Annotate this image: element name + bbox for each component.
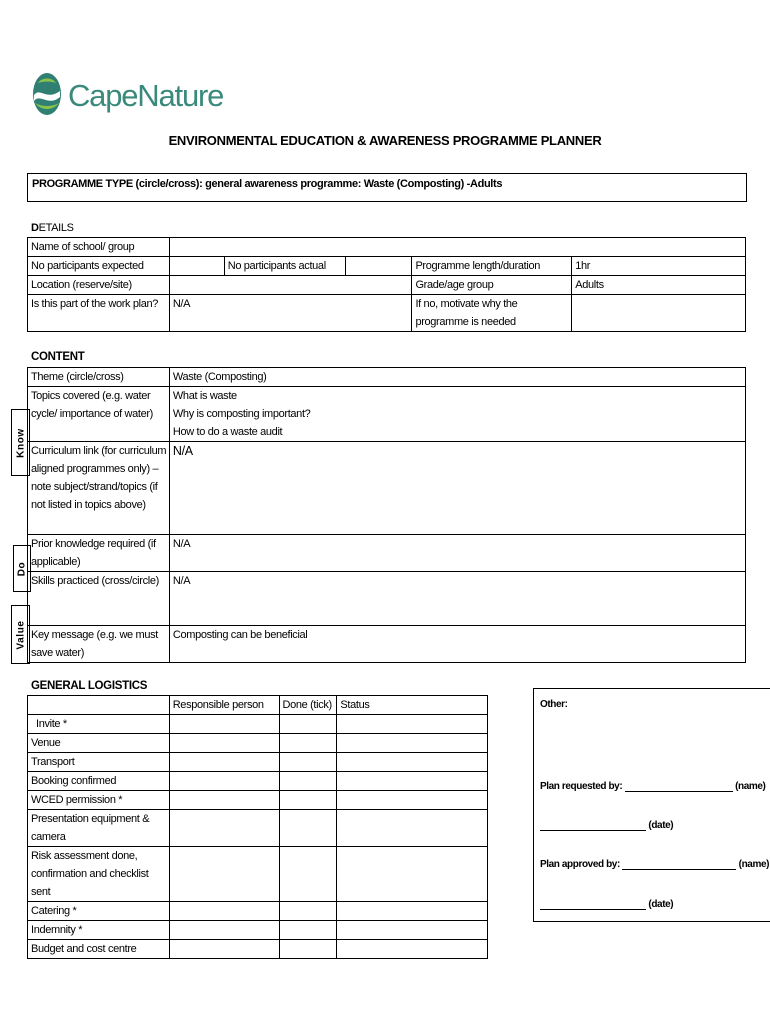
responsible-cell[interactable] bbox=[169, 902, 279, 921]
topic-item: Why is composting important? bbox=[172, 408, 311, 420]
done-cell[interactable] bbox=[279, 921, 337, 940]
length-value[interactable]: 1hr bbox=[572, 257, 746, 276]
prior-value[interactable]: N/A bbox=[169, 535, 745, 572]
status-cell[interactable] bbox=[337, 791, 488, 810]
grade-label: Grade/age group bbox=[412, 276, 572, 295]
programme-type-box bbox=[27, 173, 747, 202]
school-field[interactable] bbox=[169, 238, 745, 257]
logistics-heading: GENERAL LOGISTICS bbox=[31, 680, 148, 692]
topic-item: What is waste bbox=[172, 390, 237, 402]
status-cell[interactable] bbox=[337, 753, 488, 772]
curriculum-label: Curriculum link (for curriculum aligned programmes only) – note subject/strand/topics (if not listed in topics above) bbox=[28, 442, 170, 535]
approved-date-field[interactable] bbox=[540, 899, 646, 910]
status-cell[interactable] bbox=[337, 940, 488, 959]
logistics-item: Transport bbox=[28, 753, 170, 772]
responsible-cell[interactable] bbox=[169, 791, 279, 810]
do-tab-label: Do bbox=[16, 561, 28, 576]
col-status-header: Status bbox=[337, 696, 488, 715]
topics-label: Topics covered (e.g. water cycle/ importance of water) bbox=[28, 387, 170, 442]
approved-by-name-suffix: (name) bbox=[738, 859, 770, 870]
logistics-item: Indemnity * bbox=[28, 921, 170, 940]
logistics-item: WCED permission * bbox=[28, 791, 170, 810]
status-cell[interactable] bbox=[337, 772, 488, 791]
other-label: Other: bbox=[540, 699, 568, 710]
details-heading-rest: ETAILS bbox=[38, 222, 74, 234]
motivate-field[interactable] bbox=[572, 295, 746, 332]
topics-value[interactable] bbox=[169, 387, 745, 442]
length-label: Programme length/duration bbox=[412, 257, 572, 276]
status-cell[interactable] bbox=[337, 921, 488, 940]
table-row bbox=[28, 772, 488, 791]
done-cell[interactable] bbox=[279, 847, 337, 902]
prior-label: Prior knowledge required (if applicable) bbox=[28, 535, 170, 572]
programme-type-text: PROGRAMME TYPE (circle/cross): general awareness programme: Waste (Composting) -Adults bbox=[32, 178, 503, 190]
logistics-item: Booking confirmed bbox=[28, 772, 170, 791]
details-heading bbox=[31, 219, 74, 237]
capenature-logo bbox=[32, 71, 224, 121]
table-row bbox=[28, 715, 488, 734]
responsible-cell[interactable] bbox=[169, 810, 279, 847]
requested-date-field[interactable] bbox=[540, 820, 646, 831]
skills-label: Skills practiced (cross/circle) bbox=[28, 572, 170, 626]
status-cell[interactable] bbox=[337, 847, 488, 902]
responsible-cell[interactable] bbox=[169, 715, 279, 734]
approved-date-row bbox=[540, 899, 673, 910]
status-cell[interactable] bbox=[337, 734, 488, 753]
workplan-label: Is this part of the work plan? bbox=[28, 295, 170, 332]
grade-value[interactable]: Adults bbox=[572, 276, 746, 295]
actual-label: No participants actual bbox=[224, 257, 345, 276]
done-cell[interactable] bbox=[279, 772, 337, 791]
workplan-value[interactable]: N/A bbox=[169, 295, 412, 332]
done-cell[interactable] bbox=[279, 734, 337, 753]
location-field[interactable] bbox=[169, 276, 412, 295]
capenature-emblem-icon bbox=[32, 71, 62, 117]
content-table bbox=[27, 367, 746, 663]
logistics-item: Risk assessment done, confirmation and checklist sent bbox=[28, 847, 170, 902]
done-cell[interactable] bbox=[279, 715, 337, 734]
expected-label: No participants expected bbox=[28, 257, 170, 276]
table-row bbox=[28, 921, 488, 940]
key-message-label: Key message (e.g. we must save water) bbox=[28, 626, 170, 663]
status-cell[interactable] bbox=[337, 902, 488, 921]
status-cell[interactable] bbox=[337, 810, 488, 847]
responsible-cell[interactable] bbox=[169, 847, 279, 902]
done-cell[interactable] bbox=[279, 810, 337, 847]
skills-value[interactable]: N/A bbox=[169, 572, 745, 626]
school-label: Name of school/ group bbox=[28, 238, 170, 257]
page-title: ENVIRONMENTAL EDUCATION & AWARENESS PROGRAMME PLANNER bbox=[168, 133, 602, 148]
status-cell[interactable] bbox=[337, 715, 488, 734]
responsible-cell[interactable] bbox=[169, 921, 279, 940]
requested-by-name-field[interactable] bbox=[625, 781, 733, 792]
done-cell[interactable] bbox=[279, 902, 337, 921]
expected-field[interactable] bbox=[169, 257, 224, 276]
details-table bbox=[27, 237, 746, 332]
requested-date-suffix: (date) bbox=[648, 820, 674, 831]
content-heading: CONTENT bbox=[31, 351, 85, 363]
done-cell[interactable] bbox=[279, 940, 337, 959]
theme-label: Theme (circle/cross) bbox=[28, 368, 170, 387]
actual-field[interactable] bbox=[345, 257, 412, 276]
table-row bbox=[28, 902, 488, 921]
know-tab-label: Know bbox=[15, 427, 26, 458]
done-cell[interactable] bbox=[279, 753, 337, 772]
location-label: Location (reserve/site) bbox=[28, 276, 170, 295]
motivate-label: If no, motivate why the programme is needed bbox=[412, 295, 572, 332]
col-responsible-header: Responsible person bbox=[169, 696, 279, 715]
theme-value[interactable]: Waste (Composting) bbox=[169, 368, 745, 387]
value-tab-label: Value bbox=[15, 619, 26, 650]
approved-by-label: Plan approved by: bbox=[540, 859, 620, 870]
logistics-corner bbox=[28, 696, 170, 715]
table-row bbox=[28, 847, 488, 902]
responsible-cell[interactable] bbox=[169, 772, 279, 791]
curriculum-value[interactable]: N/A bbox=[169, 442, 745, 535]
approved-by-row bbox=[540, 859, 769, 870]
logo-text: CapeNature bbox=[68, 78, 224, 113]
table-row bbox=[28, 791, 488, 810]
approved-date-suffix: (date) bbox=[648, 899, 674, 910]
done-cell[interactable] bbox=[279, 791, 337, 810]
requested-by-row bbox=[540, 781, 765, 792]
logistics-item: Catering * bbox=[28, 902, 170, 921]
details-heading-first: D bbox=[31, 222, 39, 234]
table-row bbox=[28, 940, 488, 959]
responsible-cell[interactable] bbox=[169, 753, 279, 772]
table-row bbox=[28, 753, 488, 772]
logistics-item: Presentation equipment & camera bbox=[28, 810, 170, 847]
col-done-header: Done (tick) bbox=[279, 696, 337, 715]
requested-date-row bbox=[540, 820, 673, 831]
logistics-item: Budget and cost centre bbox=[28, 940, 170, 959]
logistics-item: Venue bbox=[28, 734, 170, 753]
key-message-value[interactable]: Composting can be beneficial bbox=[169, 626, 745, 663]
logistics-item: Invite * bbox=[28, 715, 170, 734]
topic-item: How to do a waste audit bbox=[172, 426, 283, 438]
table-row bbox=[28, 810, 488, 847]
table-row bbox=[28, 734, 488, 753]
requested-by-label: Plan requested by: bbox=[540, 781, 623, 792]
requested-by-name-suffix: (name) bbox=[735, 781, 766, 792]
responsible-cell[interactable] bbox=[169, 940, 279, 959]
responsible-cell[interactable] bbox=[169, 734, 279, 753]
approved-by-name-field[interactable] bbox=[622, 859, 736, 870]
other-box bbox=[533, 688, 770, 922]
logistics-table bbox=[27, 695, 488, 959]
